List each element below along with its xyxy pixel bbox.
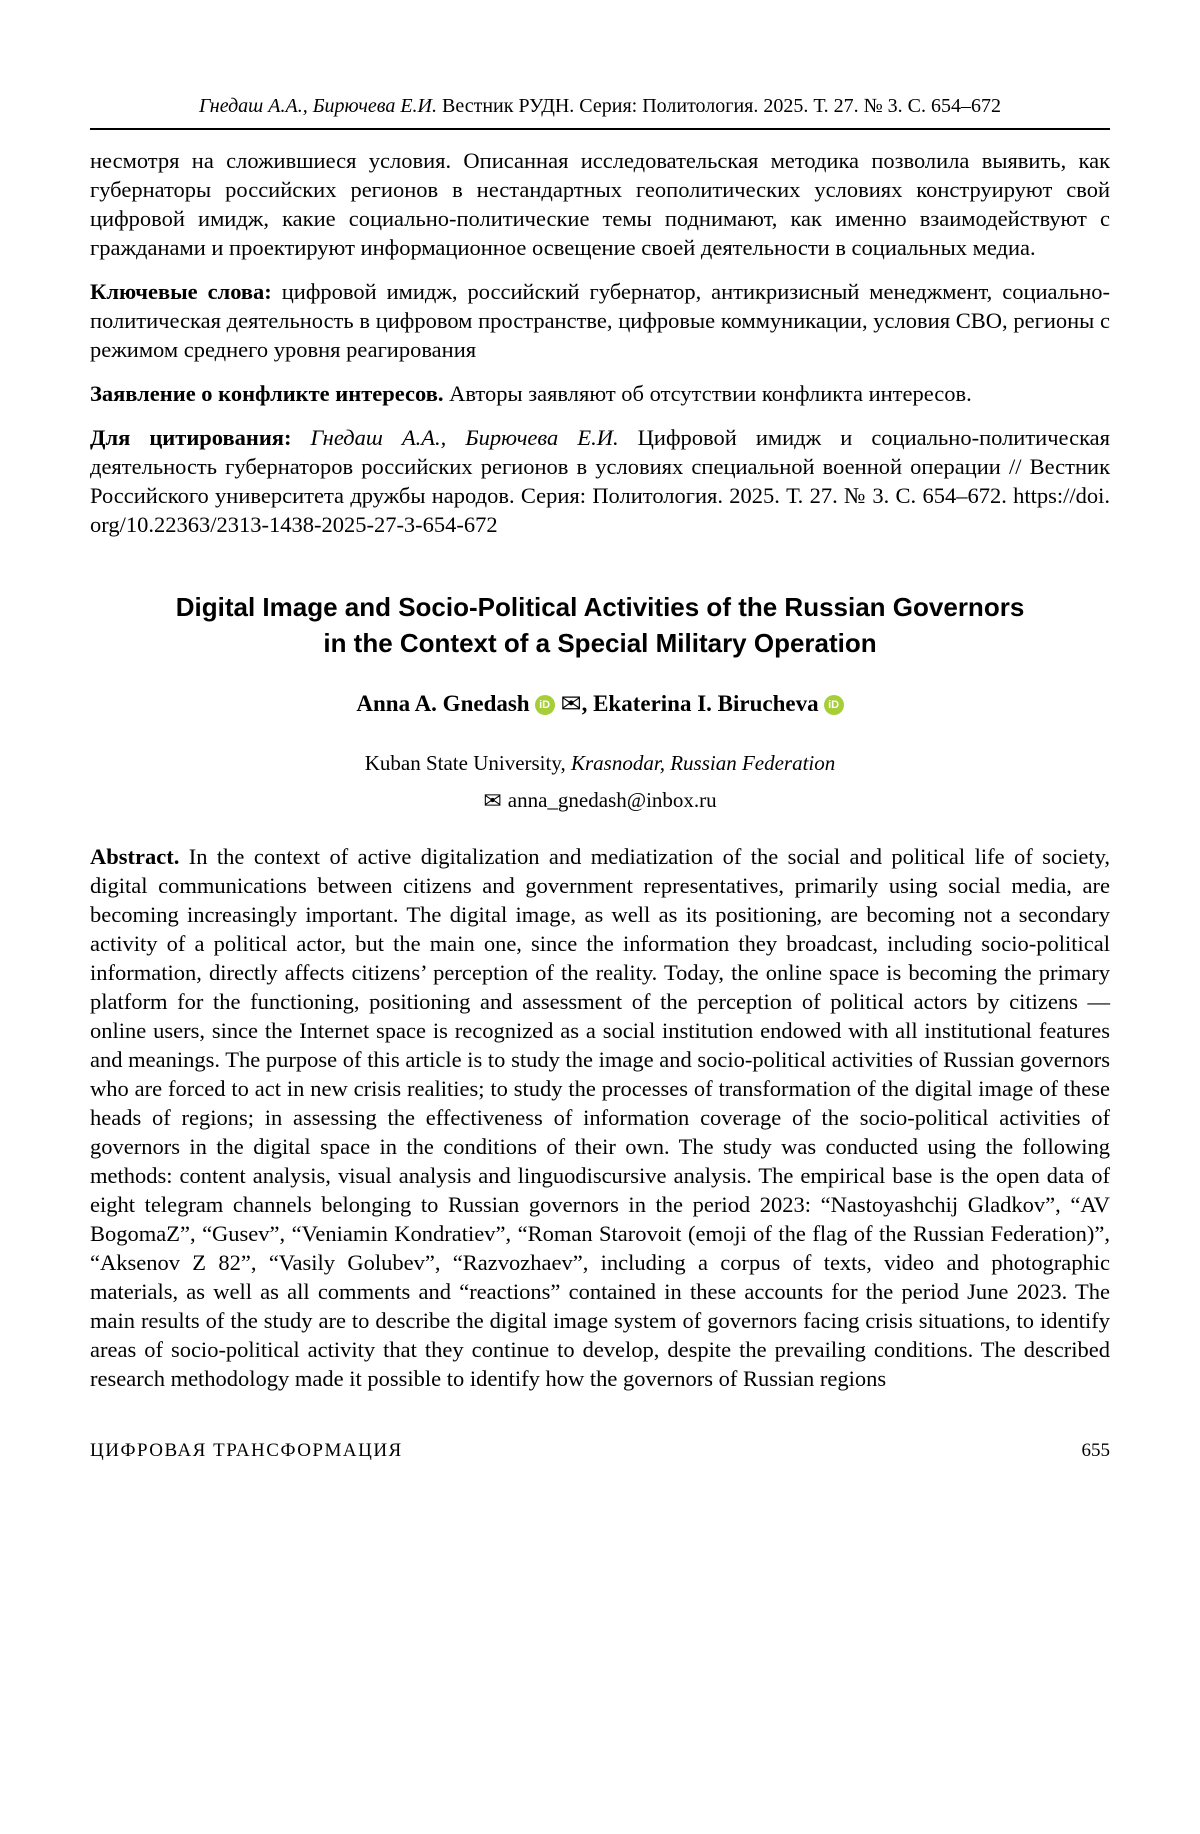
running-head-reference: Вестник РУДН. Серия: Политология. 2025. Т. 27. № 3. С. 654–672 <box>441 95 1002 117</box>
affiliation-location: Krasnodar, Russian Federation <box>571 751 836 775</box>
conflict-of-interest-paragraph <box>90 379 1110 408</box>
page-number: 655 <box>1081 1440 1110 1461</box>
email-line <box>90 787 1110 814</box>
orcid-icon[interactable]: iD <box>535 695 555 715</box>
continuation-paragraph: несмотря на сложившиеся условия. Описанная исследовательская методика позволила выявить, как губернаторы российских регионов в нестандартных геополитических условиях конструируют свой цифровой имидж, какие социально-политические темы поднимают, как именно взаимодействуют с гражданами и проектируют информационное освещение своей деятельности в социальных медиа. <box>90 148 1110 260</box>
citation-authors: Гнедаш А.А., Бирючева Е.И. <box>310 425 619 450</box>
citation-paragraph <box>90 423 1110 539</box>
authors-separator: , <box>581 691 594 716</box>
keywords-paragraph <box>90 277 1110 364</box>
abstract-paragraph <box>90 842 1110 1393</box>
affiliation-institution: Kuban State University, <box>364 751 566 775</box>
citation-text: Цифровой имидж и социально-политическая деятельность губернаторов российских регионов в условиях специальной военной операции // Вестник Российского университета дружбы народов. Серия: Политология. 2025. Т. 27. № 3. С. 654–672. <box>90 425 1111 508</box>
running-head-authors: Гнедаш А.А., Бирючева Е.И. <box>198 95 437 117</box>
page-footer <box>90 1439 1110 1463</box>
footer-section-title: ЦИФРОВАЯ ТРАНСФОРМАЦИЯ <box>90 1440 403 1461</box>
email-address[interactable]: anna_gnedash@inbox.ru <box>507 788 717 812</box>
email-envelope-icon[interactable]: ✉ <box>560 691 582 718</box>
affiliation <box>90 750 1110 777</box>
authors-line <box>90 689 1110 720</box>
article-title: Digital Image and Socio-Political Activities of the Russian Governors in the Context of a Special Military Operation <box>175 592 1025 658</box>
author-name-2: Ekaterina I. Birucheva <box>593 691 819 716</box>
author-name-1: Anna A. Gnedash <box>356 691 530 716</box>
email-envelope-icon: ✉ <box>483 788 502 813</box>
abstract-label: Abstract. <box>90 844 180 869</box>
citation-label: Для цитирования: <box>90 425 292 450</box>
conflict-of-interest-label: Заявление о конфликте интересов. <box>90 381 444 406</box>
doi-link[interactable]: https://doi.org/10.22363/2313-1438-2025-27-3-654-672 <box>90 483 1110 537</box>
running-head <box>90 94 1110 130</box>
abstract-text: In the context of active digitalization and mediatization of the social and political life of society, digital communications between citizens and government representatives, primarily using social media, are becoming increasingly important. The digital image, as well as its positioning, are becoming not a secondary activity of a political actor, but the main one, since the information they broadcast, including socio-political information, directly affects citizens’ perception of the reality. Today, the online space is becoming the primary platform for the functioning, positioning and assessment of the perception of political actors by citizens — online users, since the Internet space is recognized as a social institution endowed with all institutional features and meanings. The purpose of this article is to study the image and socio-political activities of Russian governors who are forced to act in new crisis realities; to study the processes of transformation of the digital image of these heads of regions; in assessing the effectiveness of information coverage of the socio-political activities of governors in the digital space in the conditions of their own. The study was conducted using the following methods: content analysis, visual analysis and linguodiscursive analysis. The empirical base is the open data of eight telegram channels belonging to Russian governors in the period 2023: “Nastoyashchij Gladkov”, “AV BogomaZ”, “Gusev”, “Veniamin Kondratiev”, “Roman Starovoit (emoji of the flag of the Russian Federation)”, “Aksenov Z 82”, “Vasily Golubev”, “Razvozhaev”, including a corpus of texts, video and photographic materials, as well as all comments and “reactions” contained in these accounts for the period June 2023. The main results of the study are to describe the digital image system of governors facing crisis situations, to identify areas of socio-political activity that they continue to develop, despite the prevailing conditions. The described research methodology made it possible to identify how the governors of Russian regions <box>90 844 1111 1391</box>
orcid-icon[interactable]: iD <box>824 695 844 715</box>
keywords-label: Ключевые слова: <box>90 279 272 304</box>
conflict-of-interest-text: Авторы заявляют об отсутствии конфликта интересов. <box>449 381 972 406</box>
keywords-text: цифровой имидж, российский губернатор, антикризисный менеджмент, социально-политическая деятельность в цифровом пространстве, цифровые коммуникации, условия СВО, регионы с режимом среднего уровня реагирования <box>90 279 1110 362</box>
